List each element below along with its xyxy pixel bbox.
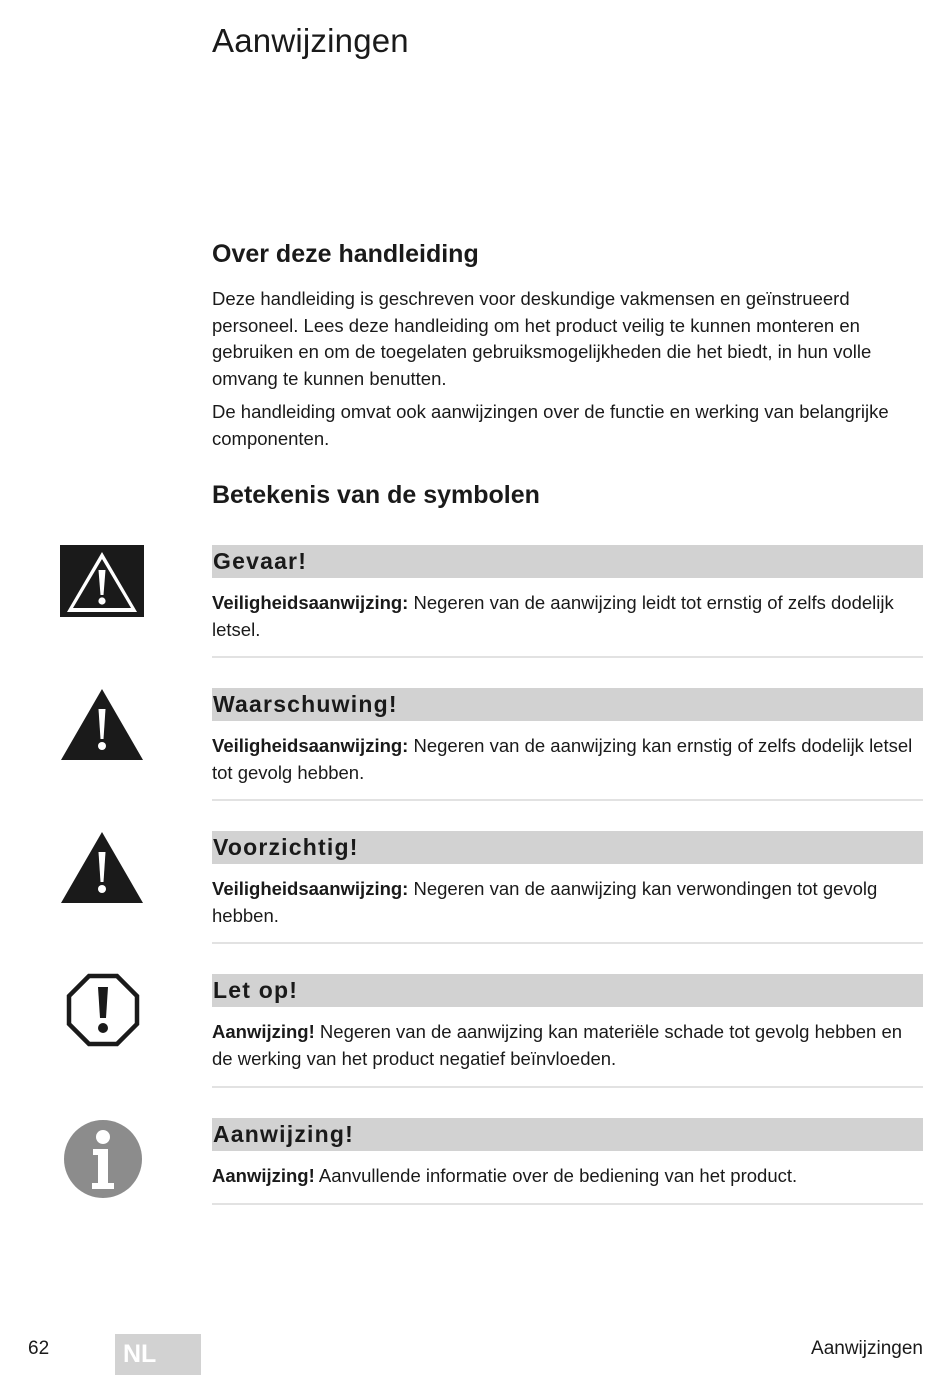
symbol-label-info: Aanwijzing!	[212, 1165, 315, 1186]
symbol-label-notice: Aanwijzing!	[212, 1021, 315, 1042]
page-title: Aanwijzingen	[212, 22, 409, 59]
symbol-title-danger: Gevaar!	[212, 545, 923, 578]
divider	[212, 799, 923, 801]
section-heading-about: Over deze handleiding	[212, 240, 479, 268]
section-heading-symbols: Betekenis van de symbolen	[212, 481, 540, 509]
intro-paragraph-2: De handleiding omvat ook aanwijzingen over de functie en werking van belangrijke componenten.	[212, 401, 889, 449]
symbol-label-danger: Veiligheidsaanwijzing:	[212, 592, 409, 613]
symbol-label-caution: Veiligheidsaanwijzing:	[212, 878, 409, 899]
symbol-text-danger: Negeren van de aanwijzing leidt tot ernstig of zelfs dodelijk letsel.	[212, 592, 894, 640]
divider	[212, 942, 923, 944]
symbol-description-danger	[212, 590, 923, 643]
danger-square-icon	[60, 545, 144, 617]
symbol-description-notice	[212, 1019, 923, 1072]
symbol-title-warning: Waarschuwing!	[212, 688, 923, 721]
symbol-title-notice: Let op!	[212, 974, 923, 1007]
symbol-text-info: Aanvullende informatie over de bediening van het product.	[314, 1165, 798, 1186]
symbol-description-info	[212, 1163, 923, 1190]
symbol-text-caution: Negeren van de aanwijzing kan verwondingen tot gevolg hebben.	[212, 878, 878, 926]
page-number: 62	[28, 1338, 50, 1359]
divider	[212, 1086, 923, 1088]
divider	[212, 656, 923, 658]
symbol-entry-danger	[212, 545, 923, 643]
caution-triangle-icon	[60, 830, 144, 904]
warning-triangle-icon	[60, 687, 144, 761]
octagon-exclamation-icon	[66, 973, 140, 1047]
symbol-entry-info	[212, 1118, 923, 1190]
symbol-text-warning: Negeren van de aanwijzing kan ernstig of zelfs dodelijk letsel tot gevolg hebben.	[212, 735, 913, 783]
symbol-text-notice: Negeren van de aanwijzing kan materiële schade tot gevolg hebben en de werking van het product negatief beïnvloeden.	[212, 1021, 903, 1069]
divider	[212, 1203, 923, 1205]
symbol-description-caution	[212, 876, 923, 929]
intro-paragraph-1: Deze handleiding is geschreven voor deskundige vakmensen en geïnstrueerd personeel. Lees deze handleiding om het product veilig te kunnen monteren en gebruiken en om de toegelaten gebruiksmogelijkheden die het biedt, in hun volle omvang te kunnen benutten.	[212, 288, 872, 389]
symbol-title-info: Aanwijzing!	[212, 1118, 923, 1151]
symbol-title-caution: Voorzichtig!	[212, 831, 923, 864]
symbol-description-warning	[212, 733, 923, 786]
symbol-entry-caution	[212, 831, 923, 929]
symbol-entry-notice	[212, 974, 923, 1072]
info-circle-icon	[63, 1119, 143, 1199]
footer-section-title: Aanwijzingen	[811, 1338, 923, 1359]
language-tab: NL	[115, 1334, 201, 1375]
symbol-label-warning: Veiligheidsaanwijzing:	[212, 735, 409, 756]
symbol-entry-warning	[212, 688, 923, 786]
